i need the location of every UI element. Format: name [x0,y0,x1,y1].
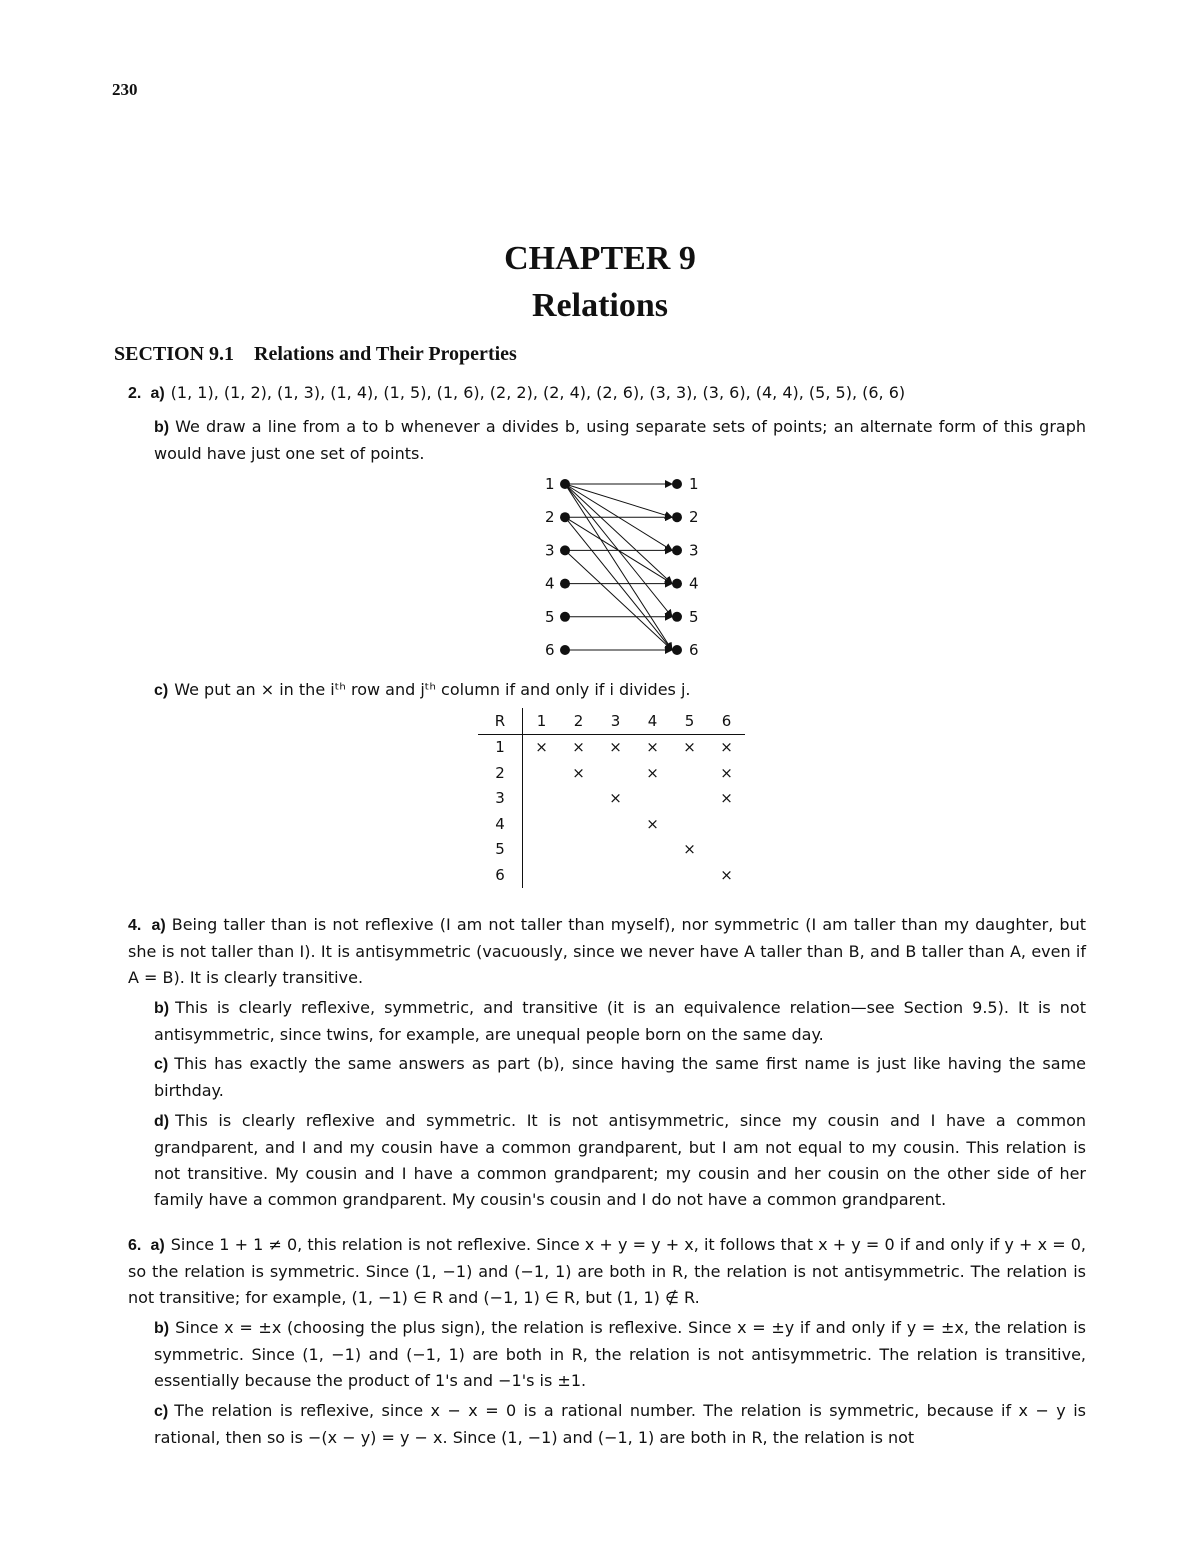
matrix-row [478,811,745,837]
matrix-cell [560,786,597,812]
graph-node-left [560,645,570,655]
section-label: SECTION 9.1 [114,343,235,365]
section-heading [114,343,517,366]
page-number: 230 [112,80,138,99]
exercise-4d [154,1108,1086,1213]
part-label: d) [154,1113,170,1130]
matrix-row [478,760,745,786]
graph-node-left [560,512,570,522]
exercise-4c [154,1051,1086,1104]
exercise-2a [128,380,1086,407]
matrix-corner: R [478,708,523,734]
graph-node-label: 3 [545,541,555,560]
matrix-cell [634,837,671,863]
matrix-row-header: 2 [478,760,523,786]
graph-node-label: 4 [545,574,555,593]
matrix-cell [560,862,597,888]
graph-edge [565,484,672,584]
matrix-cell [597,862,634,888]
graph-edges [565,484,672,650]
matrix-cell: × [535,738,548,757]
matrix-col-header: 5 [671,708,708,734]
matrix-cell [560,811,597,837]
graph-edge [565,550,672,650]
matrix-row-header: 6 [478,862,523,888]
exercise-2b-text: We draw a line from a to b whenever a divides b, using separate sets of points; an alternate form of this graph would have just one set of points. [154,417,1086,463]
chapter-title: Relations [532,287,668,324]
part-label: a) [150,1237,165,1254]
graph-node-label: 5 [545,607,555,626]
matrix-cell: × [683,738,696,757]
matrix-cell [671,811,708,837]
graph-node-right [672,479,682,489]
matrix-cell [523,811,561,837]
graph-nodes [545,475,699,659]
matrix-cell [634,786,671,812]
matrix-row-header: 4 [478,811,523,837]
matrix-cell [597,760,634,786]
graph-node-left [560,479,570,489]
matrix-row-header: 1 [478,734,523,760]
graph-node-label: 1 [689,475,699,493]
exercise-2c [154,677,1086,704]
exercise-2c-text: We put an × in the iᵗʰ row and jᵗʰ column if and only if i divides j. [174,680,691,699]
matrix-cell [708,811,745,837]
graph-node-right [672,612,682,622]
exercise-6c-text: The relation is reflexive, since x − x = 0 is a rational number. The relation is symmetric, because if x − y is rational, then so is −(x − y) = y − x. Since (1, −1) and (−1, 1) are both in R, the relation is not [154,1401,1086,1447]
graph-node-label: 2 [689,508,699,527]
matrix-header-row [478,708,745,734]
matrix-cell [671,760,708,786]
matrix-cell [634,862,671,888]
chapter-heading [0,238,1200,327]
matrix-cell [597,811,634,837]
matrix-cell [597,837,634,863]
exercise-6b-text: Since x = ±x (choosing the plus sign), the relation is reflexive. Since x = ±y if and only if y = ±x, the relation is symmetric. Since (1, −1) and (−1, 1) are both in R, the relation is not antisymmetric. The relation is transitive, essentially because the product of 1's and −1's is ±1. [154,1318,1086,1390]
part-label: b) [154,1320,170,1337]
exercise-4b-text: This is clearly reflexive, symmetric, and transitive (it is an equivalence relation—see Section 9.5). It is not antisymmetric, since twins, for example, are unequal people born on the same day. [154,998,1086,1044]
matrix-cell [523,862,561,888]
matrix-row [478,734,745,760]
graph-node-label: 6 [689,641,699,659]
chapter-label: CHAPTER 9 [504,240,696,277]
graph-node-right [672,512,682,522]
matrix-cell: × [609,738,622,757]
matrix-cell: × [646,814,659,833]
graph-node-label: 1 [545,475,555,493]
exercise-4b [154,995,1086,1048]
exercise-number: 2. [128,385,142,402]
matrix-cell: × [720,738,733,757]
exercise-4a [128,912,1086,991]
exercise-4c-text: This has exactly the same answers as part (b), since having the same first name is just like having the same birthday. [154,1054,1086,1100]
exercise-6c [154,1398,1086,1451]
exercise-6b [154,1315,1086,1394]
matrix-cell: × [646,763,659,782]
matrix-col-header: 1 [523,708,561,734]
graph-node-label: 2 [545,508,555,527]
matrix-cell: × [720,789,733,808]
divisibility-graph [520,468,720,668]
matrix-row-header: 3 [478,786,523,812]
matrix-cell: × [683,840,696,859]
matrix-cell: × [609,789,622,808]
matrix-cell [671,862,708,888]
exercise-2b [154,414,1086,467]
matrix-cell [560,837,597,863]
exercise-4a-text: Being taller than is not reflexive (I am not taller than myself), nor symmetric (I am taller than my daughter, but she is not taller than I). It is antisymmetric (vacuously, since we never have A taller than B, and B taller than A, even if A = B). It is clearly transitive. [128,915,1086,987]
graph-node-right [672,579,682,589]
graph-edge [565,484,672,517]
graph-node-label: 6 [545,641,555,659]
part-label: a) [151,917,166,934]
matrix-cell: × [720,865,733,884]
matrix-cell [523,786,561,812]
matrix-row-header: 5 [478,837,523,863]
graph-node-label: 4 [689,574,699,593]
part-label: c) [154,1056,169,1073]
matrix-cell: × [572,738,585,757]
part-label: b) [154,419,170,436]
graph-node-label: 5 [689,607,699,626]
matrix-cell [708,837,745,863]
graph-node-left [560,579,570,589]
graph-node-left [560,545,570,555]
matrix-cell [523,760,561,786]
exercise-6a [128,1232,1086,1311]
exercise-2a-text: (1, 1), (1, 2), (1, 3), (1, 4), (1, 5), (1, 6), (2, 2), (2, 4), (2, 6), (3, 3), (3, 6), (4, 4), (5, 5), (6, 6) [170,383,906,402]
matrix-cell: × [720,763,733,782]
matrix-col-header: 4 [634,708,671,734]
graph-edge [565,484,672,650]
matrix-row [478,862,745,888]
matrix-cell [523,837,561,863]
matrix-col-header: 3 [597,708,634,734]
relation-matrix [478,708,745,888]
exercise-4d-text: This is clearly reflexive and symmetric. It is not antisymmetric, since my cousin and I have a common grandparent, and I and my cousin have a common grandparent, but I am not equal to my cousin. This relation is not transitive. My cousin and I have a common grandparent; my cousin and her cousin on the other side of her family have a common grandparent. My cousin's cousin and I do not have a common grandparent. [154,1111,1086,1209]
part-label: c) [154,682,169,699]
part-label: b) [154,1000,170,1017]
graph-node-right [672,645,682,655]
part-label: c) [154,1403,169,1420]
matrix-col-header: 6 [708,708,745,734]
matrix-cell: × [572,763,585,782]
matrix-cell: × [646,738,659,757]
graph-node-label: 3 [689,541,699,560]
exercise-number: 4. [128,917,142,934]
matrix-row [478,837,745,863]
matrix-col-header: 2 [560,708,597,734]
graph-node-left [560,612,570,622]
graph-node-right [672,545,682,555]
matrix-row [478,786,745,812]
part-label: a) [150,385,165,402]
section-title: Relations and Their Properties [254,343,517,365]
matrix-cell [671,786,708,812]
exercise-number: 6. [128,1237,142,1254]
exercise-6a-text: Since 1 + 1 ≠ 0, this relation is not reflexive. Since x + y = y + x, it follows that x + y = 0 if and only if y + x = 0, so the relation is symmetric. Since (1, −1) and (−1, 1) are both in R, the relation is not antisymmetric. The relation is not transitive; for example, (1, −1) ∈ R and (−1, 1) ∈ R, but (1, 1) ∉ R. [128,1235,1087,1307]
